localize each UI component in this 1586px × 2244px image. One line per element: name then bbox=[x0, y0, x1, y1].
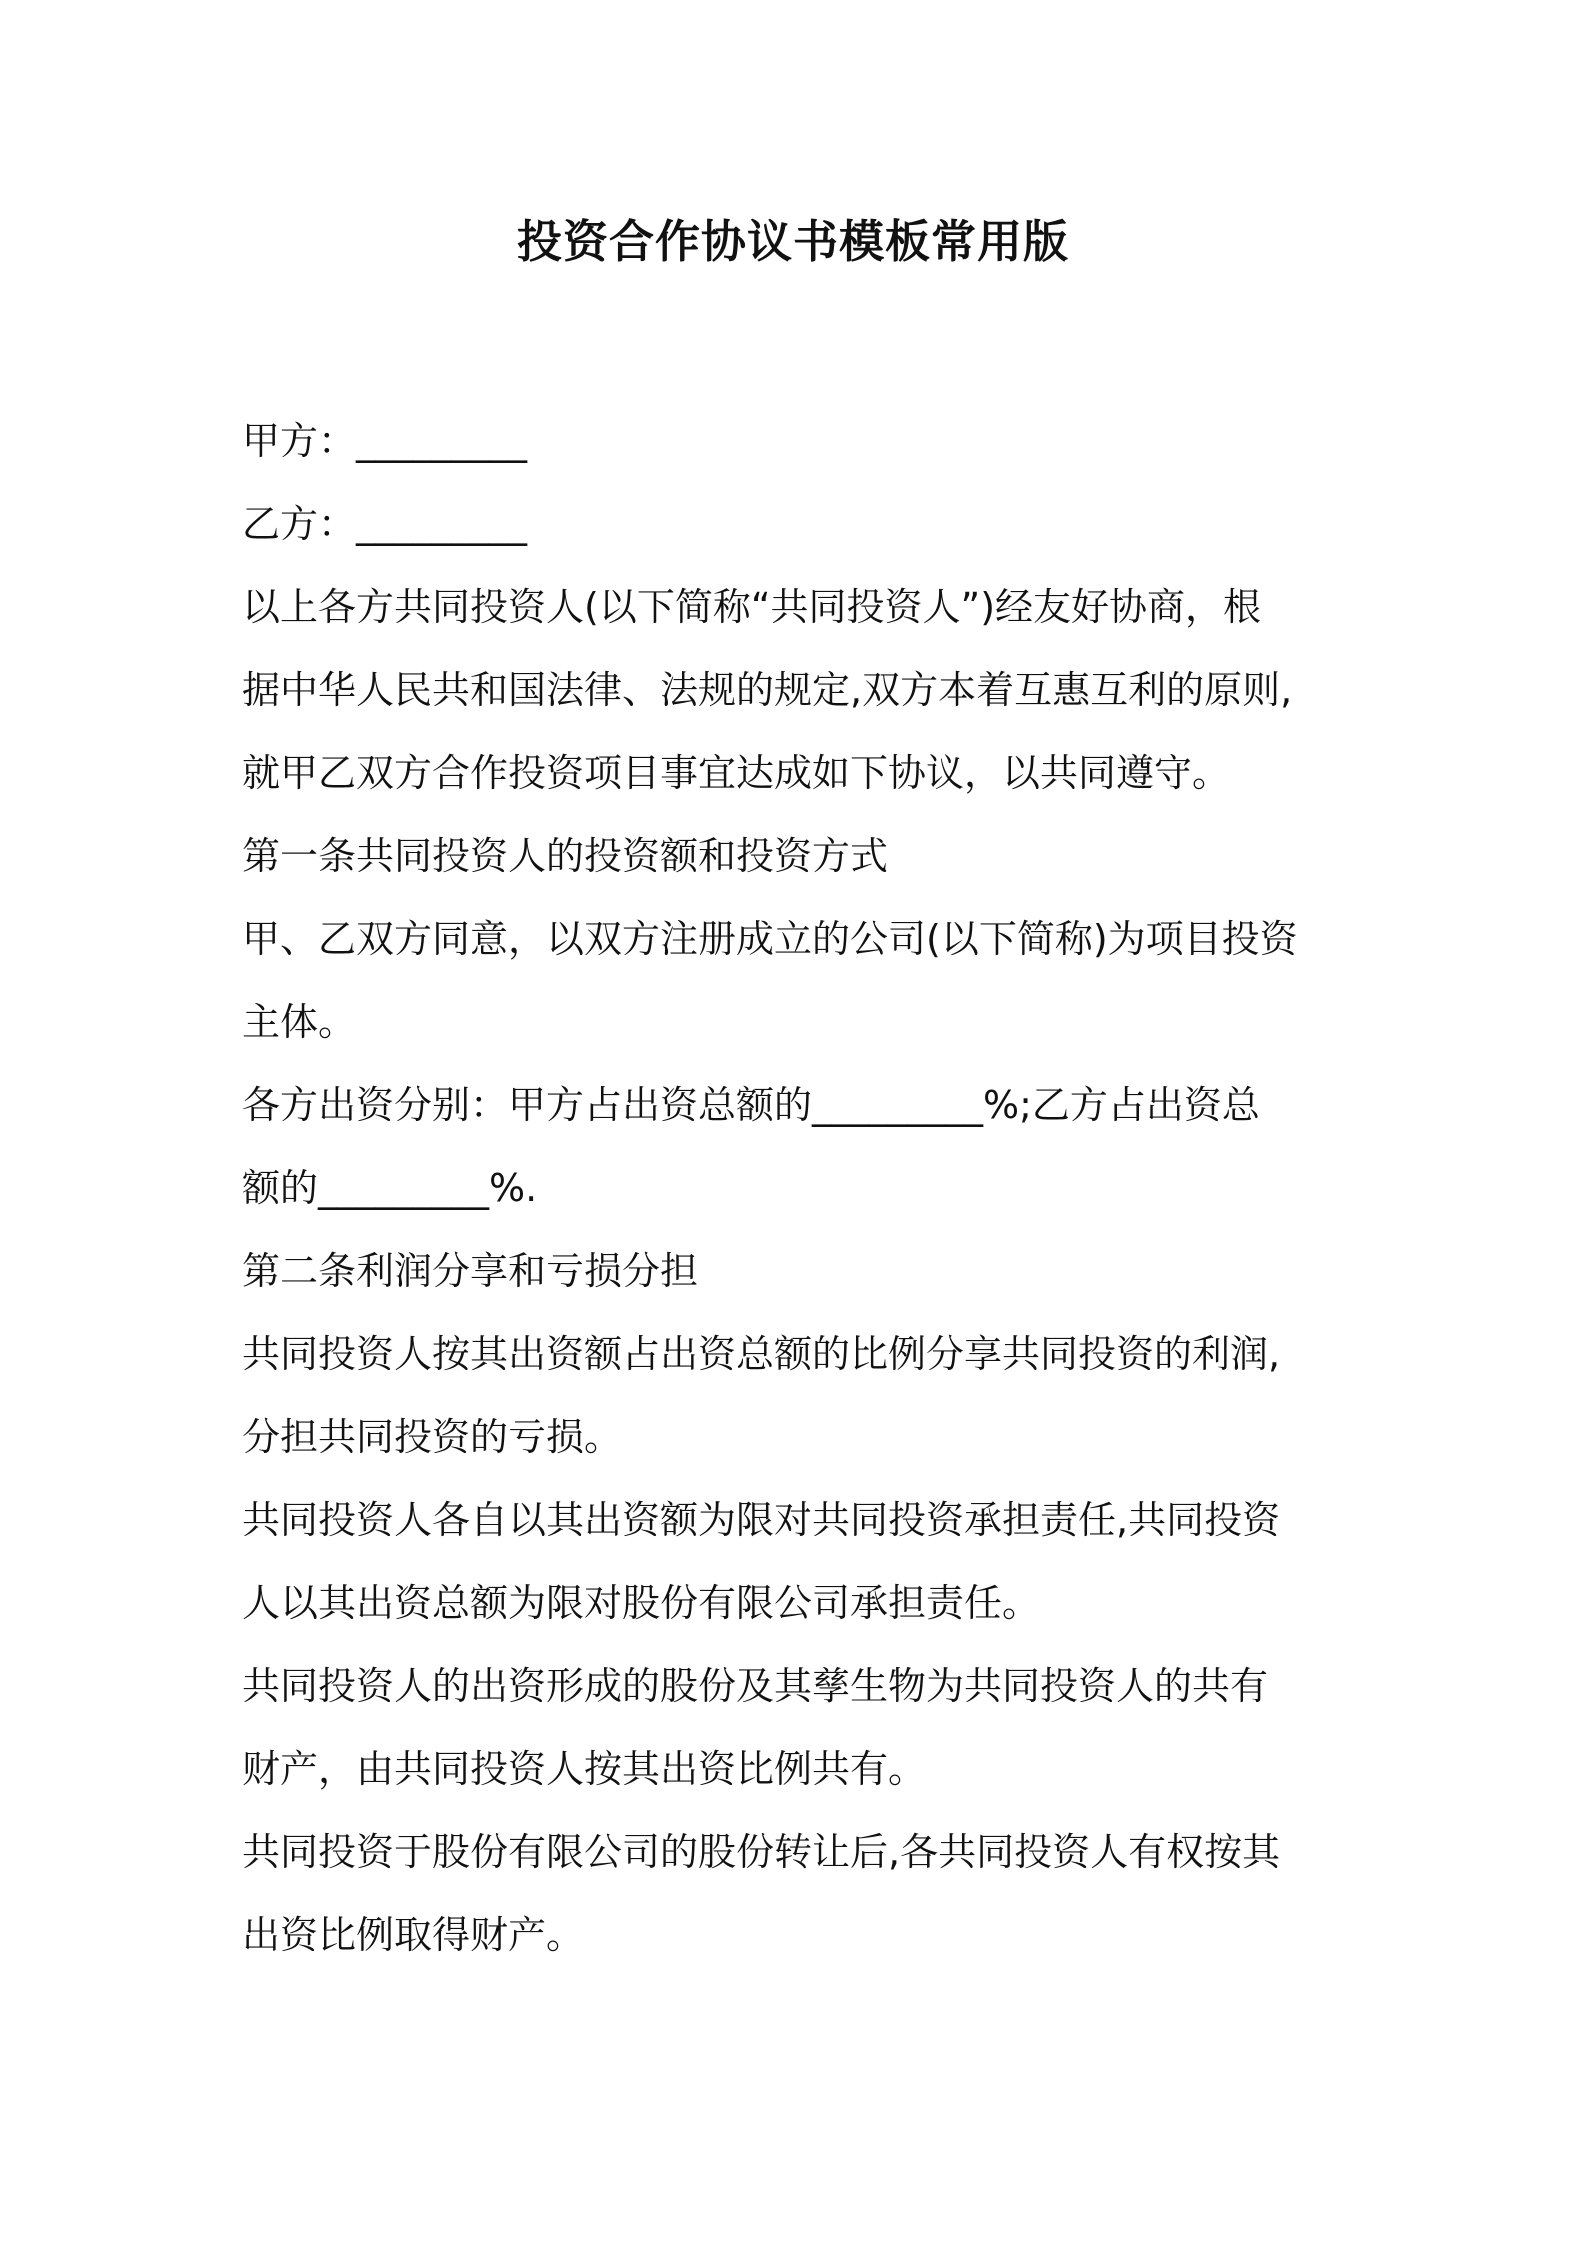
article-1-heading: 第一条共同投资人的投资额和投资方式 bbox=[242, 834, 889, 878]
preamble-line-1: 以上各方共同投资人(以下简称“共同投资人”)经友好协商，根 bbox=[242, 585, 1262, 629]
article-2-para-3-line-2: 财产，由共同投资人按其出资比例共有。 bbox=[242, 1747, 927, 1791]
article-2-para-3-line-1: 共同投资人的出资形成的股份及其孳生物为共同投资人的共有 bbox=[242, 1664, 1269, 1708]
article-1-para-2-line-1: 各方出资分别：甲方占出资总额的_________%;乙方占出资总 bbox=[242, 1083, 1260, 1127]
preamble-line-3: 就甲乙双方合作投资项目事宜达成如下协议，以共同遵守。 bbox=[242, 751, 1231, 795]
document-body bbox=[242, 400, 1352, 1977]
party-a-line: 甲方：_________ bbox=[242, 419, 528, 463]
article-1-para-1-line-1: 甲、乙双方同意，以双方注册成立的公司(以下简称)为项目投资 bbox=[242, 917, 1298, 961]
article-2-heading: 第二条利润分享和亏损分担 bbox=[242, 1249, 699, 1293]
article-2-para-2-line-2: 人以其出资总额为限对股份有限公司承担责任。 bbox=[242, 1581, 1041, 1625]
party-b-line: 乙方：_________ bbox=[242, 502, 528, 546]
article-2-para-2-line-1: 共同投资人各自以其出资额为限对共同投资承担责任,共同投资 bbox=[242, 1498, 1281, 1542]
article-1-para-2-line-2: 额的_________%. bbox=[242, 1166, 538, 1210]
article-2-para-1-line-1: 共同投资人按其出资额占出资总额的比例分享共同投资的利润, bbox=[242, 1332, 1281, 1376]
preamble-line-2: 据中华人民共和国法律、法规的规定,双方本着互惠互利的原则, bbox=[242, 668, 1293, 712]
document-title: 投资合作协议书模板常用版 bbox=[516, 215, 1069, 268]
article-1-para-1-line-2: 主体。 bbox=[242, 1000, 357, 1044]
article-2-para-4-line-1: 共同投资于股份有限公司的股份转让后,各共同投资人有权按其 bbox=[242, 1830, 1281, 1874]
article-2-para-1-line-2: 分担共同投资的亏损。 bbox=[242, 1415, 623, 1459]
article-2-para-4-line-2: 出资比例取得财产。 bbox=[242, 1913, 585, 1957]
